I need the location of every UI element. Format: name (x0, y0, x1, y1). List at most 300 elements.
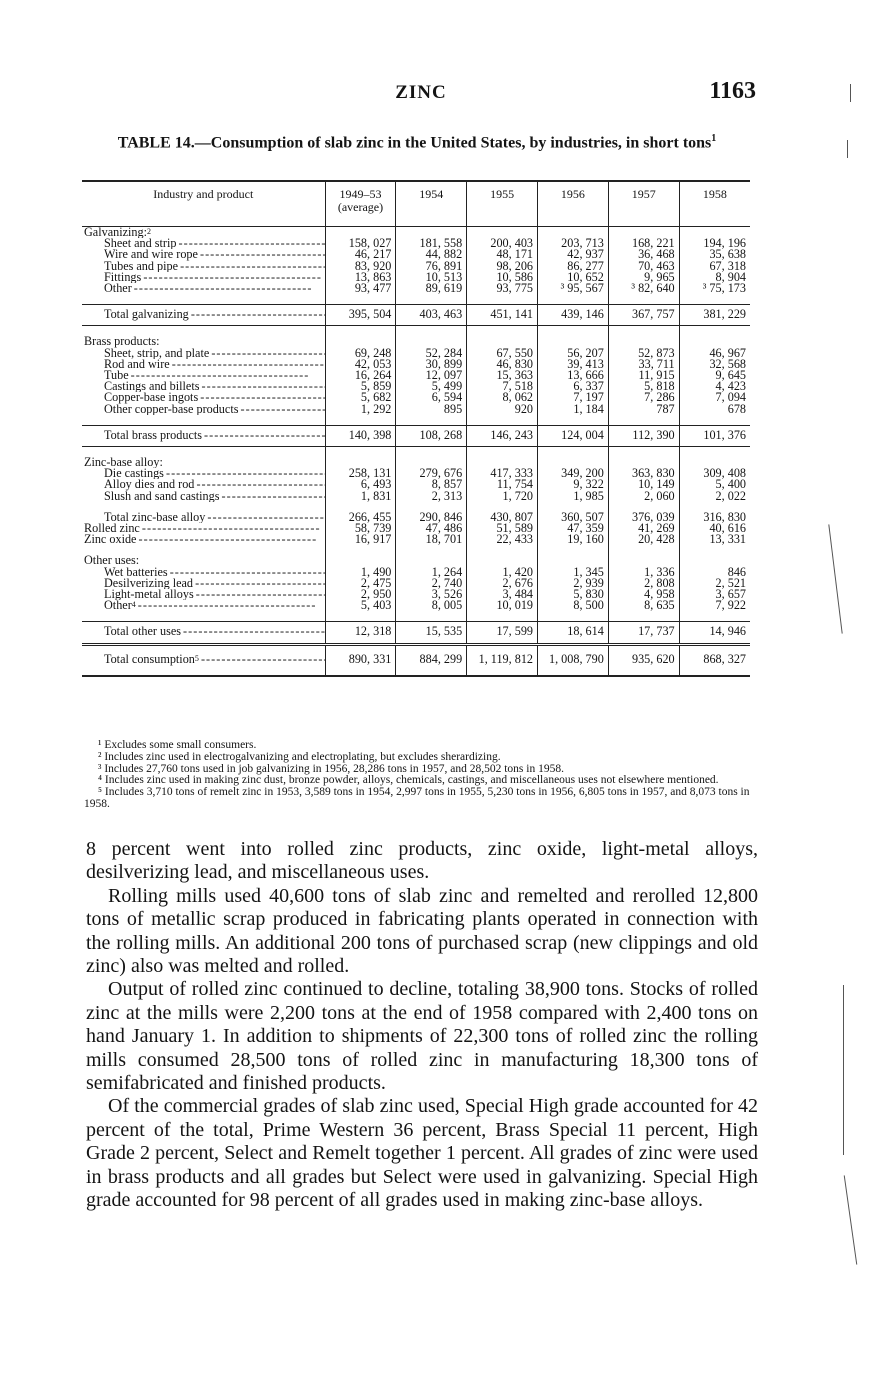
table-row (82, 392, 750, 403)
value-cell: 5, 818 (608, 381, 679, 392)
value-cell: 9, 965 (608, 272, 679, 283)
value-cell: 140, 398 (325, 425, 396, 446)
value-cell: 787 (608, 404, 679, 415)
paragraph: Rolling mills used 40,600 tons of slab zinc and remelted and rerolled 12,800 tons of metallic scrap produced in fabricating plants operated in connection with the rolling mills. An additional 200 tons of purchased scrap (new clippings and old zinc) also was melted and rolled. (86, 884, 758, 978)
row-label-text: Fittings - - - (104, 272, 320, 283)
value-cell: 112, 390 (608, 425, 679, 446)
spacer-cell (608, 326, 679, 337)
spacer-cell (467, 326, 538, 337)
value-cell: 1, 420 (467, 567, 538, 578)
row-label-text: Alloy dies and rod - - - (104, 479, 325, 490)
value-cell: 2, 313 (396, 491, 467, 502)
row-label (82, 512, 325, 523)
value-cell: 18, 701 (396, 534, 467, 545)
margin-mark (828, 524, 842, 633)
column-header-year: 1956 (538, 181, 609, 227)
value-cell: 12, 318 (325, 622, 396, 644)
margin-mark (850, 84, 851, 102)
row-label-text: Total brass products - - - (104, 428, 325, 442)
spacer-cell (538, 447, 609, 458)
value-cell: 51, 589 (467, 523, 538, 534)
value-cell: 10, 652 (538, 272, 609, 283)
spacer-cell (679, 611, 750, 622)
value-cell: 8, 062 (467, 392, 538, 403)
value-cell: 1, 264 (396, 567, 467, 578)
value-cell: 30, 899 (396, 359, 467, 370)
row-label (82, 644, 325, 676)
spacer-cell (325, 545, 396, 555)
value-cell: 6, 493 (325, 479, 396, 490)
spacer-cell (608, 415, 679, 426)
spacer-cell (608, 447, 679, 458)
grand-total-row (82, 644, 750, 676)
value-cell: 58, 739 (325, 523, 396, 534)
spacer-row (82, 545, 750, 555)
value-cell: 40, 616 (679, 523, 750, 534)
value-cell: 69, 248 (325, 348, 396, 359)
value-cell: 1, 345 (538, 567, 609, 578)
value-cell: 5, 499 (396, 381, 467, 392)
column-header-year: 1954 (396, 181, 467, 227)
value-cell: 194, 196 (679, 238, 750, 249)
spacer-cell (679, 545, 750, 555)
value-cell: 17, 737 (608, 622, 679, 644)
table-title-footnote-ref: 1 (711, 133, 717, 144)
value-cell: 2, 060 (608, 491, 679, 502)
column-header-label: Industry and product (82, 181, 325, 227)
group-heading (82, 555, 325, 566)
value-cell: 35, 638 (679, 249, 750, 260)
value-cell: 5, 859 (325, 381, 396, 392)
spacer-row (82, 415, 750, 426)
row-label (82, 238, 325, 249)
value-cell: 6, 337 (538, 381, 609, 392)
value-cell: 8, 635 (608, 600, 679, 611)
value-cell: 868, 327 (679, 644, 750, 676)
spacer-row (82, 326, 750, 337)
value-cell: 266, 455 (325, 512, 396, 523)
value-cell: 10, 513 (396, 272, 467, 283)
row-label-text: Other (104, 600, 132, 612)
value-cell: 920 (467, 404, 538, 415)
value-cell: 2, 950 (325, 589, 396, 600)
value-cell: 279, 676 (396, 468, 467, 479)
value-cell: 83, 920 (325, 261, 396, 272)
value-cell: 935, 620 (608, 644, 679, 676)
value-cell: 10, 586 (467, 272, 538, 283)
value-cell: ³ 75, 173 (679, 283, 750, 294)
value-cell: 8, 005 (396, 600, 467, 611)
value-cell: 108, 268 (396, 425, 467, 446)
row-label-text: Wire and wire rope - - - (104, 249, 325, 260)
value-cell: 2, 939 (538, 578, 609, 589)
column-header-year: 1957 (608, 181, 679, 227)
value-cell: 98, 206 (467, 261, 538, 272)
row-label-text: Copper-base ingots - - - (104, 392, 325, 403)
value-cell: 360, 507 (538, 512, 609, 523)
value-cell: 5, 682 (325, 392, 396, 403)
table-row (82, 534, 750, 545)
row-label (82, 404, 325, 415)
page-number: 1163 (709, 78, 756, 104)
row-label (82, 578, 325, 589)
value-cell: 3, 484 (467, 589, 538, 600)
group-heading (82, 457, 325, 468)
paragraph: Of the commercial grades of slab zinc used, Special High grade accounted for 42 percent of the total, Prime Western 36 percent, Brass Special 11 percent, High Grade 2 percent, Select and Remelt together 1 percent. All grades of zinc were used in brass products and all grades but Select were used in galvanizing. Special High grade accounted for 98 percent of all grades used in making zinc-base alloys. (86, 1095, 758, 1212)
footnote-ref: 4 (131, 600, 136, 610)
row-label-text: Die castings - - - (104, 468, 325, 479)
column-header-year: 1955 (467, 181, 538, 227)
group-heading (82, 227, 325, 239)
value-cell: 1, 008, 790 (538, 644, 609, 676)
row-label-text: Desilverizing lead - - - (104, 578, 325, 589)
value-cell: 7, 922 (679, 600, 750, 611)
group-heading (82, 336, 325, 347)
value-cell: 46, 967 (679, 348, 750, 359)
value-cell: 10, 019 (467, 600, 538, 611)
table-header (82, 181, 750, 227)
margin-mark (847, 140, 848, 158)
row-label (82, 468, 325, 479)
value-cell: 1, 720 (467, 491, 538, 502)
table-row (82, 600, 750, 611)
spacer-cell (82, 545, 325, 555)
value-cell: 89, 619 (396, 283, 467, 294)
value-cell: 47, 359 (538, 523, 609, 534)
row-label-text: Slush and sand castings - - - (104, 491, 325, 502)
row-label-text: Total zinc-base alloy - - - (104, 512, 325, 523)
spacer-cell (82, 611, 325, 622)
paragraph: 8 percent went into rolled zinc products, zinc oxide, light-metal alloys, desilverizing lead, and miscellaneous uses. (86, 838, 758, 884)
spacer-cell (325, 294, 396, 305)
row-label (82, 589, 325, 600)
value-cell: 8, 857 (396, 479, 467, 490)
row-label (82, 283, 325, 294)
value-cell: 10, 149 (608, 479, 679, 490)
spacer-cell (679, 447, 750, 458)
value-cell: 7, 094 (679, 392, 750, 403)
value-cell: 168, 221 (608, 238, 679, 249)
row-label (82, 567, 325, 578)
spacer-cell (396, 611, 467, 622)
value-cell: 15, 363 (467, 370, 538, 381)
spacer-cell (82, 294, 325, 305)
row-label (82, 381, 325, 392)
footnote-ref: 2 (146, 227, 151, 236)
row-label-text: Other copper-base products - - - (104, 404, 325, 415)
footnote: ⁴ Includes zinc used in making zinc dust, bronze powder, alloys, chemicals, castings, and miscellaneous uses not elsewhere mentioned. (98, 774, 719, 787)
spacer-cell (679, 294, 750, 305)
value-cell: 22, 433 (467, 534, 538, 545)
value-cell: ³ 82, 640 (608, 283, 679, 294)
spacer-cell (608, 294, 679, 305)
row-label-text: Tube - - - (104, 370, 307, 381)
value-cell: 316, 830 (679, 512, 750, 523)
value-cell: 349, 200 (538, 468, 609, 479)
spacer-cell (608, 611, 679, 622)
value-cell: 42, 053 (325, 359, 396, 370)
value-cell: 309, 408 (679, 468, 750, 479)
group-heading-text: Other uses: (84, 555, 140, 567)
value-cell: 2, 808 (608, 578, 679, 589)
value-cell: 13, 331 (679, 534, 750, 545)
value-cell: 46, 830 (467, 359, 538, 370)
value-cell: 36, 468 (608, 249, 679, 260)
value-cell: 1, 184 (538, 404, 609, 415)
leader-dots (199, 652, 325, 666)
value-cell: 290, 846 (396, 512, 467, 523)
value-cell: 16, 917 (325, 534, 396, 545)
leader-dots (136, 600, 315, 611)
value-cell: 18, 614 (538, 622, 609, 644)
spacer-cell (325, 447, 396, 458)
value-cell: 451, 141 (467, 305, 538, 326)
value-cell: 1, 831 (325, 491, 396, 502)
value-cell: 3, 657 (679, 589, 750, 600)
value-cell: 32, 568 (679, 359, 750, 370)
value-cell: 381, 229 (679, 305, 750, 326)
group-heading-text: Galvanizing: (84, 226, 147, 239)
row-label (82, 425, 325, 446)
value-cell: 8, 500 (538, 600, 609, 611)
value-cell: 6, 594 (396, 392, 467, 403)
value-cell: 258, 131 (325, 468, 396, 479)
value-cell: 203, 713 (538, 238, 609, 249)
value-cell: 19, 160 (538, 534, 609, 545)
spacer-cell (679, 326, 750, 337)
value-cell: 93, 775 (467, 283, 538, 294)
value-cell: 3, 526 (396, 589, 467, 600)
value-cell: 1, 985 (538, 491, 609, 502)
value-cell: 7, 197 (538, 392, 609, 403)
value-cell: 67, 550 (467, 348, 538, 359)
table-title: TABLE 14.—Consumption of slab zinc in the United States, by industries, in short tons$^1$ (117, 133, 717, 152)
value-cell: 4, 423 (679, 381, 750, 392)
value-cell: 48, 171 (467, 249, 538, 260)
value-cell: 67, 318 (679, 261, 750, 272)
table-footnotes (84, 740, 758, 811)
row-label (82, 622, 325, 644)
spacer-cell (396, 447, 467, 458)
value-cell: 7, 286 (608, 392, 679, 403)
value-cell: 2, 676 (467, 578, 538, 589)
value-cell: 1, 490 (325, 567, 396, 578)
value-cell: 403, 463 (396, 305, 467, 326)
row-label (82, 491, 325, 502)
value-cell: 430, 807 (467, 512, 538, 523)
row-label-text: Sheet, strip, and plate - - - (104, 348, 325, 359)
value-cell: 363, 830 (608, 468, 679, 479)
spacer-cell (467, 545, 538, 555)
spacer-cell (396, 294, 467, 305)
value-cell: 46, 217 (325, 249, 396, 260)
row-label-text: Total other uses - - - (104, 624, 325, 638)
spacer-cell (467, 294, 538, 305)
value-cell: 93, 477 (325, 283, 396, 294)
value-cell: 47, 486 (396, 523, 467, 534)
chapter-title: ZINC (395, 82, 447, 103)
value-cell: 9, 322 (538, 479, 609, 490)
value-cell: 2, 475 (325, 578, 396, 589)
row-label-text: Sheet and strip - - - (104, 238, 325, 249)
row-label (82, 305, 325, 326)
spacer-cell (396, 545, 467, 555)
value-cell: 895 (396, 404, 467, 415)
value-cell: 395, 504 (325, 305, 396, 326)
value-cell: 101, 376 (679, 425, 750, 446)
value-cell: 4, 958 (608, 589, 679, 600)
value-cell: 13, 666 (538, 370, 609, 381)
value-cell: 7, 518 (467, 381, 538, 392)
consumption-table (82, 180, 750, 677)
spacer-cell (467, 415, 538, 426)
row-label-text: Light-metal alloys - - - (104, 589, 325, 600)
value-cell: 39, 413 (538, 359, 609, 370)
spacer-row (82, 611, 750, 622)
row-label-text: Castings and billets - - - (104, 381, 325, 392)
value-cell: 76, 891 (396, 261, 467, 272)
value-cell: 5, 400 (679, 479, 750, 490)
value-cell: 13, 863 (325, 272, 396, 283)
spacer-cell (396, 326, 467, 337)
value-cell: 16, 264 (325, 370, 396, 381)
value-cell: 678 (679, 404, 750, 415)
footnote: ³ Includes 27,760 tons used in job galvanizing in 1956, 28,286 tons in 1957, and 28,502 tons in 1958. (98, 762, 564, 775)
value-cell: 2, 521 (679, 578, 750, 589)
table-row (82, 283, 750, 294)
group-heading-text: Zinc-base alloy: (84, 457, 163, 469)
spacer-row (82, 447, 750, 458)
row-label (82, 479, 325, 490)
table-row (82, 491, 750, 502)
row-label (82, 523, 325, 534)
value-cell: 417, 333 (467, 468, 538, 479)
column-header-year: 1958 (679, 181, 750, 227)
spacer-row (82, 294, 750, 305)
value-cell: 52, 284 (396, 348, 467, 359)
paragraph: Output of rolled zinc continued to decline, totaling 38,900 tons. Stocks of rolled zinc at the mills were 2,200 tons at the end of 1958 compared with 2,400 tons on hand January 1. In addition to shipments of 22,300 tons of rolled zinc the rolling mills consumed 28,500 tons of rolled zinc in manufacturing 18,300 tons of semifabricated and finished products. (86, 978, 758, 1095)
value-cell: 2, 022 (679, 491, 750, 502)
total-row (82, 425, 750, 446)
consumption-table-container (82, 180, 750, 677)
spacer-cell (82, 502, 325, 512)
row-label-text: Rolled zinc - - - (84, 523, 319, 534)
spacer-cell (538, 611, 609, 622)
footnote: ⁵ Includes 3,710 tons of remelt zinc in 1953, 3,589 tons in 1954, 2,997 tons in 1955, 5,230 tons in 1956, 6,805 tons in 1957, and 8,073 tons in 1958. (84, 786, 750, 810)
value-cell: 158, 027 (325, 238, 396, 249)
value-cell: 884, 299 (396, 644, 467, 676)
spacer-cell (325, 415, 396, 426)
table-header-row (82, 181, 750, 227)
row-label (82, 249, 325, 260)
spacer-cell (538, 294, 609, 305)
spacer-cell (538, 415, 609, 426)
column-header-year: 1949–53 (average) (325, 181, 396, 227)
row-label-text: Total consumption (104, 651, 195, 666)
value-cell: 890, 331 (325, 644, 396, 676)
value-cell: ³ 95, 567 (538, 283, 609, 294)
value-cell: 20, 428 (608, 534, 679, 545)
table-body (82, 227, 750, 676)
spacer-cell (467, 611, 538, 622)
spacer-cell (396, 415, 467, 426)
spacer-cell (82, 415, 325, 426)
value-cell: 1, 119, 812 (467, 644, 538, 676)
value-cell: 9, 645 (679, 370, 750, 381)
value-cell: 2, 740 (396, 578, 467, 589)
footnote-ref: 5 (194, 653, 199, 663)
value-cell: 11, 754 (467, 479, 538, 490)
row-label-text: Zinc oxide - - - (84, 534, 315, 545)
margin-mark (844, 1175, 858, 1264)
body-text (86, 838, 758, 1213)
value-cell: 124, 004 (538, 425, 609, 446)
value-cell: 1, 336 (608, 567, 679, 578)
row-label-text: Wet batteries - - - (104, 567, 325, 578)
value-cell: 44, 882 (396, 249, 467, 260)
value-cell: 33, 711 (608, 359, 679, 370)
row-label (82, 370, 325, 381)
value-cell: 15, 535 (396, 622, 467, 644)
spacer-cell (325, 326, 396, 337)
value-cell: 181, 558 (396, 238, 467, 249)
spacer-cell (538, 545, 609, 555)
row-label (82, 348, 325, 359)
row-label (82, 392, 325, 403)
value-cell: 56, 207 (538, 348, 609, 359)
value-cell: 376, 039 (608, 512, 679, 523)
spacer-cell (679, 415, 750, 426)
value-cell: 8, 904 (679, 272, 750, 283)
spacer-cell (608, 545, 679, 555)
spacer-cell (538, 326, 609, 337)
value-cell: 86, 277 (538, 261, 609, 272)
row-label-text: Rod and wire - - - (104, 359, 325, 370)
value-cell: 52, 873 (608, 348, 679, 359)
footnote: ² Includes zinc used in electrogalvanizing and electroplating, but excludes sherardizing. (98, 750, 501, 763)
spacer-cell (82, 447, 325, 458)
row-label (82, 261, 325, 272)
value-cell: 42, 937 (538, 249, 609, 260)
value-cell: 146, 243 (467, 425, 538, 446)
value-cell: 12, 097 (396, 370, 467, 381)
value-cell: 70, 463 (608, 261, 679, 272)
row-label (82, 359, 325, 370)
table-row (82, 404, 750, 415)
row-label (82, 600, 325, 611)
row-label-text: Total galvanizing - - - (104, 307, 325, 321)
value-cell: 367, 757 (608, 305, 679, 326)
value-cell: 17, 599 (467, 622, 538, 644)
value-cell: 846 (679, 567, 750, 578)
row-label (82, 534, 325, 545)
total-row (82, 305, 750, 326)
value-cell: 11, 915 (608, 370, 679, 381)
row-label (82, 272, 325, 283)
value-cell: 41, 269 (608, 523, 679, 534)
row-label-text: Other - - - (104, 283, 310, 294)
value-cell: 439, 146 (538, 305, 609, 326)
total-row (82, 622, 750, 644)
value-cell: 5, 403 (325, 600, 396, 611)
group-heading-text: Brass products: (84, 336, 160, 348)
value-cell: 200, 403 (467, 238, 538, 249)
spacer-cell (467, 447, 538, 458)
spacer-cell (82, 326, 325, 337)
margin-mark (843, 985, 844, 1155)
value-cell: 14, 946 (679, 622, 750, 644)
row-label-text: Tubes and pipe - - - (104, 261, 325, 272)
